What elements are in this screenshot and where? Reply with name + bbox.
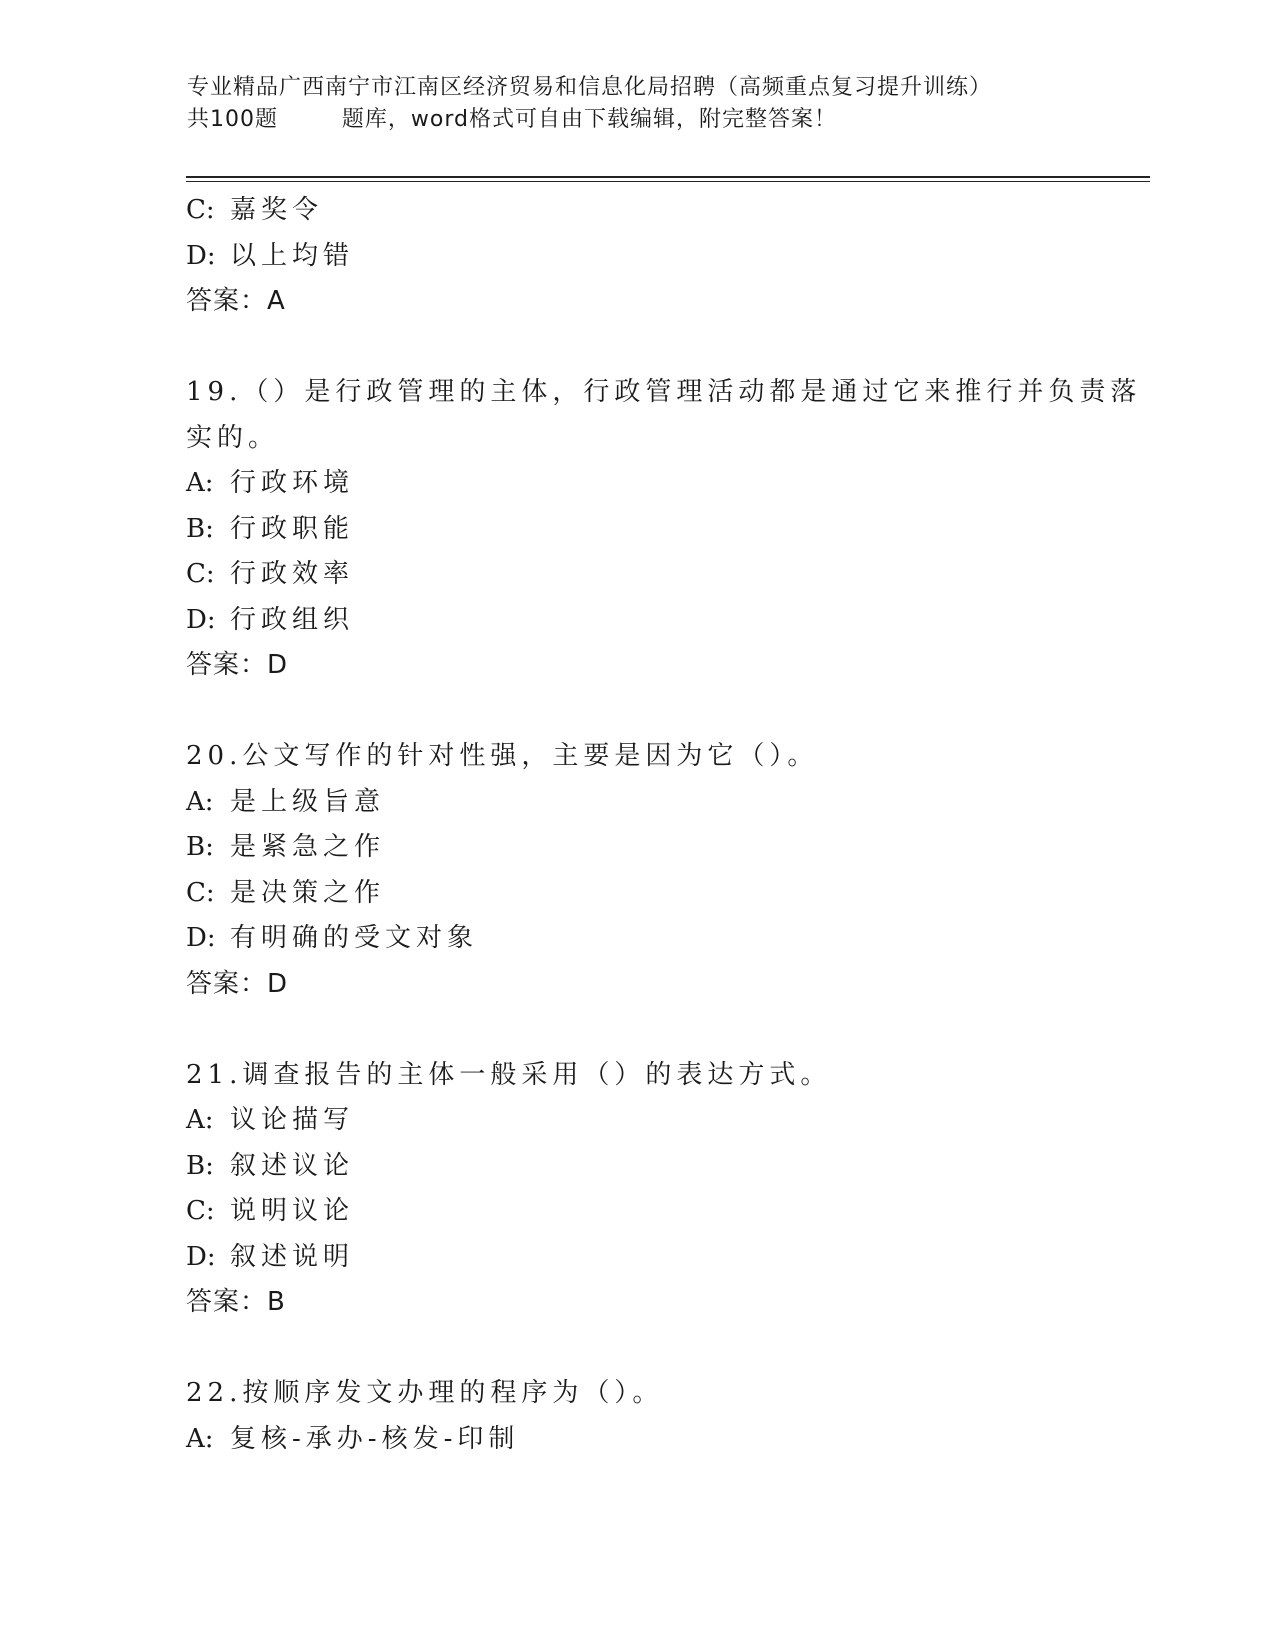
- option-letter: C:: [186, 559, 215, 589]
- question-stem: 20.公文写作的针对性强，主要是因为它（）。: [186, 741, 819, 771]
- option-text: 是决策之作: [230, 877, 386, 908]
- option-letter: A:: [186, 1105, 214, 1135]
- option-letter: D:: [186, 923, 216, 953]
- answer: 答案：D: [186, 968, 289, 999]
- option-letter: C:: [186, 195, 215, 225]
- option-letter: C:: [186, 1196, 215, 1226]
- option-text: 叙述说明: [230, 1241, 355, 1272]
- option-c: [186, 552, 1146, 598]
- option-text: 议论描写: [230, 1105, 355, 1135]
- option-text: 复核-承办-核发-印制: [230, 1423, 520, 1454]
- option-letter: A:: [186, 1423, 214, 1454]
- spacer: [186, 1326, 1146, 1372]
- option-text: 行政职能: [230, 513, 355, 544]
- option-d: [186, 916, 1146, 962]
- option-letter: D:: [186, 240, 216, 271]
- option-text: 说明议论: [230, 1196, 355, 1226]
- header-subtitle: 共100题 题库，word格式可自由下载编辑，附完整答案！: [187, 107, 838, 132]
- option-text: 以上均错: [230, 240, 355, 271]
- option-d: [186, 234, 1146, 280]
- option-c: [186, 871, 1146, 917]
- option-text: 嘉奖令: [230, 195, 324, 225]
- question-stem: 19.（）是行政管理的主体，行政管理活动都是通过它来推行并负责落: [186, 377, 1142, 407]
- spacer: [186, 689, 1146, 735]
- option-letter: A:: [186, 468, 214, 498]
- option-a: [186, 780, 1146, 826]
- option-a: [186, 1098, 1146, 1144]
- answer: 答案：D: [186, 650, 289, 680]
- option-c: [186, 188, 1146, 234]
- header-rule-thick: [186, 176, 1150, 178]
- option-letter: D:: [186, 1241, 216, 1272]
- question-stem: 21.调查报告的主体一般采用（）的表达方式。: [186, 1059, 832, 1090]
- option-letter: B:: [186, 1150, 214, 1181]
- option-b: [186, 825, 1146, 871]
- option-a: [186, 461, 1146, 507]
- option-a: [186, 1417, 1146, 1463]
- question-stem: 22.按顺序发文办理的程序为（）。: [186, 1378, 664, 1408]
- option-b: [186, 507, 1146, 553]
- option-letter: B:: [186, 832, 214, 862]
- option-text: 行政环境: [230, 468, 355, 498]
- option-text: 叙述议论: [230, 1150, 355, 1181]
- option-text: 是紧急之作: [230, 832, 386, 862]
- spacer: [186, 325, 1146, 371]
- option-c: [186, 1189, 1146, 1235]
- question-list: [186, 188, 1146, 1462]
- option-text: 行政组织: [230, 604, 355, 635]
- option-letter: D:: [186, 604, 216, 635]
- option-letter: A:: [186, 786, 214, 817]
- spacer: [186, 1007, 1146, 1053]
- option-d: [186, 1235, 1146, 1281]
- option-b: [186, 1144, 1146, 1190]
- document-header: [187, 72, 1147, 136]
- answer: 答案：A: [186, 286, 286, 316]
- option-d: [186, 598, 1146, 644]
- option-letter: B:: [186, 513, 214, 544]
- option-text: 有明确的受文对象: [230, 923, 479, 953]
- header-rule-thin: [186, 181, 1150, 182]
- question-stem-continued: 实的。: [186, 422, 280, 453]
- option-text: 行政效率: [230, 559, 355, 589]
- option-letter: C:: [186, 877, 215, 908]
- header-title: 专业精品广西南宁市江南区经济贸易和信息化局招聘（高频重点复习提升训练）: [187, 75, 993, 100]
- answer: 答案：B: [186, 1287, 286, 1317]
- option-text: 是上级旨意: [230, 786, 386, 817]
